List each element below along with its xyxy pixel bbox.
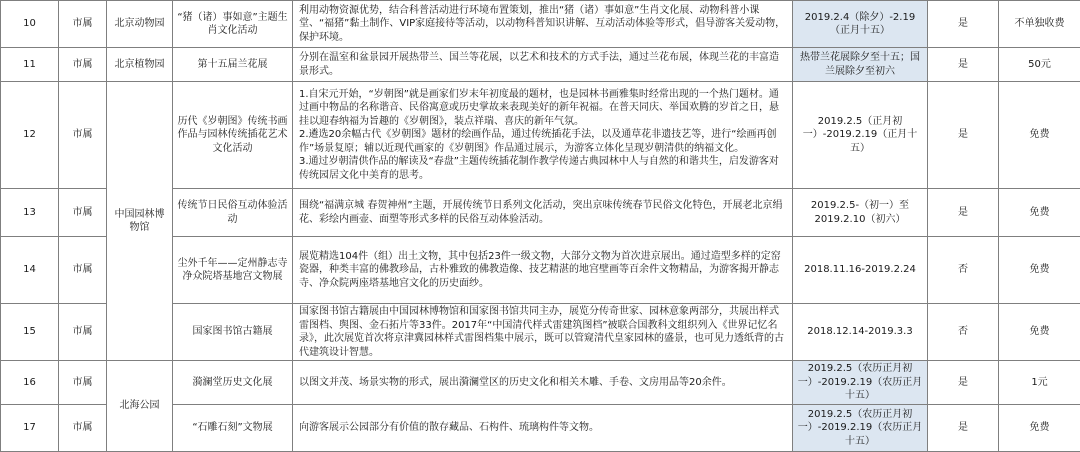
fee-cell: 免费: [999, 405, 1080, 452]
yes-no-cell: 是: [928, 48, 999, 82]
fee-cell: 免费: [999, 237, 1080, 304]
event-date: 2019.2.5-（初一）至2019.2.10（初六）: [793, 189, 928, 237]
event-description: 展览精选104件（组）出土文物，其中包括23件一级文物，大部分文物为首次进京展出。通过造型多样的定窑瓷器，种类丰富的佛教珍品，古朴雅致的佛教造像、技艺精湛的地宫壁画等百余件文物精品，为游客揭开静志寺、净众院两座塔基地宫文化的历史面纱。: [293, 237, 793, 304]
level-cell: 市属: [59, 82, 107, 189]
event-name: 历代《岁朝图》传统书画作品与园林传统插花艺术文化活动: [173, 82, 293, 189]
yes-no-cell: 是: [928, 189, 999, 237]
event-date: 2019.2.5（农历正月初一）-2019.2.19（农历正月十五）: [793, 405, 928, 452]
event-date: 2019.2.5（正月初一）-2019.2.19（正月十五）: [793, 82, 928, 189]
row-number: 12: [1, 82, 59, 189]
table-row: [1, 361, 1080, 405]
event-date: 2018.12.14-2019.3.3: [793, 304, 928, 361]
event-name: 尘外千年——定州静志寺净众院塔基地宫文物展: [173, 237, 293, 304]
table-row: [1, 1, 1080, 48]
yes-no-cell: 是: [928, 82, 999, 189]
table-row: [1, 82, 1080, 189]
level-cell: 市属: [59, 405, 107, 452]
row-number: 16: [1, 361, 59, 405]
event-description: 围绕“福满京城 春贺神州”主题，开展传统节日系列文化活动，突出京味传统春节民俗文化特色，开展老北京绢花、彩绘内画壶、面塑等形式多样的民俗互动体验活动。: [293, 189, 793, 237]
event-name: 漪澜堂历史文化展: [173, 361, 293, 405]
row-number: 15: [1, 304, 59, 361]
yes-no-cell: 是: [928, 405, 999, 452]
fee-cell: 不单独收费: [999, 1, 1080, 48]
row-number: 11: [1, 48, 59, 82]
fee-cell: 免费: [999, 189, 1080, 237]
event-name: 第十五届兰花展: [173, 48, 293, 82]
event-description: 分别在温室和盆景园开展热带兰、国兰等花展，以艺术和技术的方式手法，通过兰花布展，体现兰花的丰富造景形式。: [293, 48, 793, 82]
row-number: 13: [1, 189, 59, 237]
event-description: 向游客展示公园部分有价值的散存藏品、石构件、琉璃构件等文物。: [293, 405, 793, 452]
yes-no-cell: 否: [928, 304, 999, 361]
fee-cell: 免费: [999, 304, 1080, 361]
level-cell: 市属: [59, 189, 107, 237]
yes-no-cell: 是: [928, 1, 999, 48]
event-description: 国家图书馆古籍展由中国园林博物馆和国家图书馆共同主办，展览分传奇世家、园林意象两部分，共展出样式雷图档、舆图、金石拓片等33件。2017年“中国清代样式雷建筑图档”被联合国教科文组织列入《世界记忆名录》，此次展览首次将京津冀园林样式雷图档集中展示，既可以管窥清代皇家园林的盛景，也可见力透纸背的古代建筑设计智慧。: [293, 304, 793, 361]
event-date: 热带兰花展除夕至十五；国兰展除夕至初六: [793, 48, 928, 82]
event-description: 利用动物资源优势，结合科普活动进行环境布置策划，推出“猪（诸）事如意”生肖文化展、动物科普小课堂、“福猪”黏土制作、VIP家庭接待等活动，以动物科普知识讲解、互动活动体验等形式，倡导游客关爱动物，保护环境。: [293, 1, 793, 48]
event-name: 传统节日民俗互动体验活动: [173, 189, 293, 237]
event-name: “猪（诸）事如意”主题生肖文化活动: [173, 1, 293, 48]
level-cell: 市属: [59, 304, 107, 361]
fee-cell: 免费: [999, 82, 1080, 189]
event-name: “石雕石刻”文物展: [173, 405, 293, 452]
level-cell: 市属: [59, 237, 107, 304]
row-number: 14: [1, 237, 59, 304]
venue-cell: 中国园林博物馆: [107, 82, 173, 361]
row-number: 17: [1, 405, 59, 452]
yes-no-cell: 是: [928, 361, 999, 405]
yes-no-cell: 否: [928, 237, 999, 304]
level-cell: 市属: [59, 48, 107, 82]
level-cell: 市属: [59, 361, 107, 405]
venue-cell: 北海公园: [107, 361, 173, 452]
row-number: 10: [1, 1, 59, 48]
event-description: 以图文并茂、场景实物的形式，展出漪澜堂区的历史文化和相关木雕、手卷、文房用品等20余件。: [293, 361, 793, 405]
table-row: [1, 48, 1080, 82]
fee-cell: 50元: [999, 48, 1080, 82]
venue-cell: 北京动物园: [107, 1, 173, 48]
fee-cell: 1元: [999, 361, 1080, 405]
event-description: 1.自宋元开始，“岁朝图”就是画家们岁末年初度最的题材，也是园林书画雅集时经常出现的一个热门题材。通过画中物品的名称谐音、民俗寓意或历史掌故来表现美好的新年祝福。在普天同庆、举国欢腾的岁首之日，悬挂以迎春纳福为旨趣的《岁朝图》，装点祥瑞、喜庆的新年气氛。 2.遴选20余幅古代《岁朝图》题材的绘画作品，通过传统插花手法，以及通草花非遗技艺等，进行“绘画再创作”场景复原；辅以近现代画家的《岁朝图》作品通过展示，为游客立体化呈现岁朝清供的纳福文化。 3.通过岁朝清供作品的解读及“春盘”主题传统插花制作教学传递古典园林中人与自然的和谐共生，启发游客对传统园居文化中美育的思考。: [293, 82, 793, 189]
event-date: 2018.11.16-2019.2.24: [793, 237, 928, 304]
venue-cell: 北京植物园: [107, 48, 173, 82]
event-name: 国家图书馆古籍展: [173, 304, 293, 361]
event-date: 2019.2.5（农历正月初一）-2019.2.19（农历正月十五）: [793, 361, 928, 405]
level-cell: 市属: [59, 1, 107, 48]
event-date: 2019.2.4（除夕）-2.19（正月十五）: [793, 1, 928, 48]
